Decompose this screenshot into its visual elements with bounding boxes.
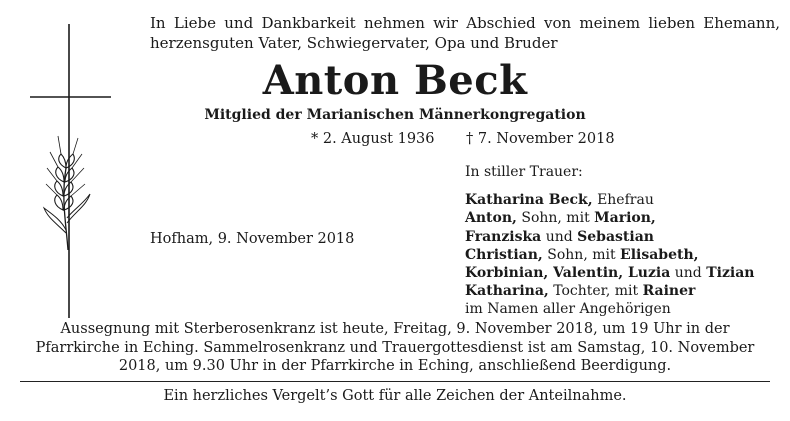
mourner-line — [465, 209, 754, 227]
membership-line: Mitglied der Marianischen Männerkongregation — [204, 107, 586, 123]
mourner-line — [465, 228, 754, 246]
mourner-line — [465, 264, 754, 282]
mourner-relation: und — [670, 265, 707, 282]
mourner-relation: Ehefrau — [592, 192, 654, 209]
mourners-heading: In stiller Trauer: — [465, 164, 583, 180]
mourner-relation: Sohn, mit — [542, 246, 621, 263]
mourner-name: Sebastian — [577, 228, 654, 245]
mourner-relation: Sohn, mit — [516, 210, 595, 227]
mourner-name: Katharina Beck, — [465, 192, 593, 209]
death-date: † 7. November 2018 — [466, 131, 615, 147]
mourner-name: Elisabeth, — [620, 246, 699, 263]
mourner-line — [465, 246, 754, 264]
mourner-name: Marion, — [594, 210, 656, 227]
birth-date: * 2. August 1936 — [311, 131, 435, 147]
intro-text: In Liebe und Dankbarkeit nehmen wir Abschied von meinem lieben Ehemann, herzensguten Vater, Schwiegervater, Opa und Bruder — [150, 14, 780, 52]
thanks-line: Ein herzliches Vergelt’s Gott für alle Zeichen der Anteilnahme. — [163, 388, 627, 404]
mourner-name: Rainer — [642, 283, 696, 300]
mourner-line — [465, 282, 754, 300]
mourner-line: im Namen aller Angehörigen — [465, 301, 671, 318]
mourners-list — [465, 163, 754, 319]
place-date: Hofham, 9. November 2018 — [150, 231, 355, 247]
mourner-relation: Tochter, mit — [548, 283, 643, 300]
mourner-name: Katharina, — [465, 283, 549, 300]
funeral-info: Aussegnung mit Sterberosenkranz ist heute, Freitag, 9. November 2018, um 19 Uhr in der Pfarrkirche in Eching. Sammelrosenkranz und Trauergottesdienst ist am Samstag, 10. November 2018, um 9.30 Uhr in der Pfarrkirche in Eching, anschließend Beerdigung. — [35, 321, 755, 374]
deceased-name: Anton Beck — [262, 57, 528, 104]
mourner-name: Anton, — [465, 210, 517, 227]
mourner-name: Franziska — [465, 228, 542, 245]
mourner-name: Christian, — [465, 246, 543, 263]
mourner-name: Korbinian, Valentin, Luzia — [465, 265, 671, 282]
mourner-name: Tizian — [706, 265, 755, 282]
divider — [20, 381, 770, 382]
mourner-relation: und — [541, 228, 578, 245]
mourner-line — [465, 191, 754, 209]
